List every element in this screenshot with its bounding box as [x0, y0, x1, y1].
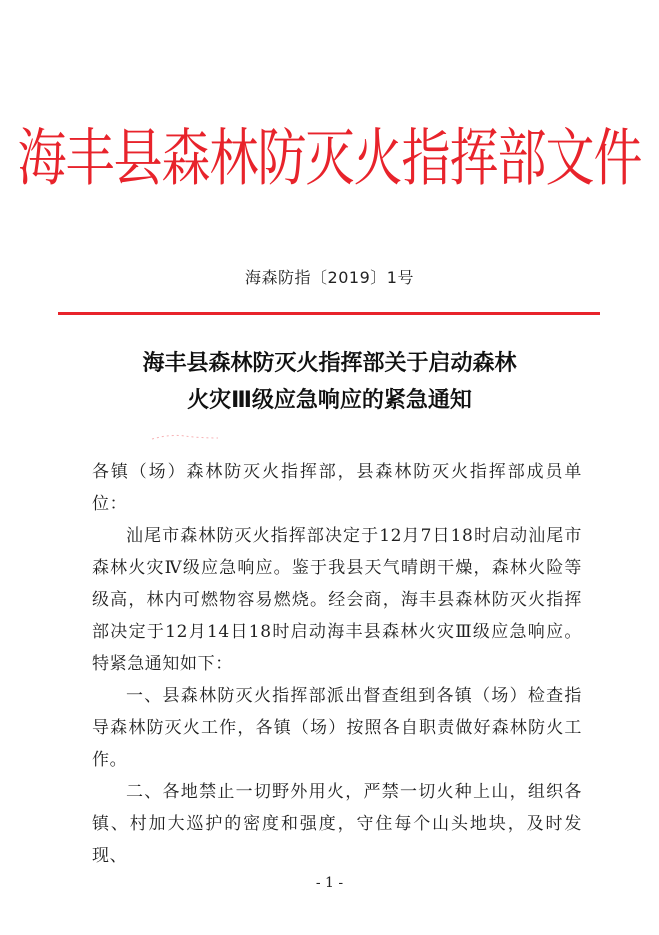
- salutation: 各镇（场）森林防灭火指挥部，县森林防灭火指挥部成员单位：: [92, 462, 582, 514]
- page-number: - 1 -: [315, 875, 344, 891]
- agency-header-title: 海丰县森林防灭火指挥部文件: [17, 121, 642, 195]
- red-separator-line: [58, 312, 600, 315]
- faint-stamp-mark: [150, 432, 220, 442]
- document-title-line-2: 火灾Ⅲ级应急响应的紧急通知: [187, 388, 472, 413]
- body-paragraph: 汕尾市森林防灭火指挥部决定于12月7日18时启动汕尾市森林火灾Ⅳ级应急响应。鉴于我县天气晴朗干燥，森林火险等级高，林内可燃物容易燃烧。经会商，海丰县森林防灭火指挥部决定于12月14日18时启动海丰县森林火灾Ⅲ级应急响应。特紧急通知如下：: [92, 526, 582, 674]
- document-title-line-1: 海丰县森林防灭火指挥部关于启动森林: [142, 351, 517, 376]
- body-paragraph: 二、各地禁止一切野外用火，严禁一切火种上山，组织各镇、村加大巡护的密度和强度，守住每个山头地块，及时发现、: [92, 782, 582, 866]
- document-number: 海森防指〔2019〕1号: [245, 268, 414, 287]
- document-title: [0, 345, 659, 419]
- document-body: [92, 456, 582, 872]
- body-paragraph: 一、县森林防灭火指挥部派出督查组到各镇（场）检查指导森林防灭火工作，各镇（场）按照各自职责做好森林防火工作。: [92, 686, 582, 770]
